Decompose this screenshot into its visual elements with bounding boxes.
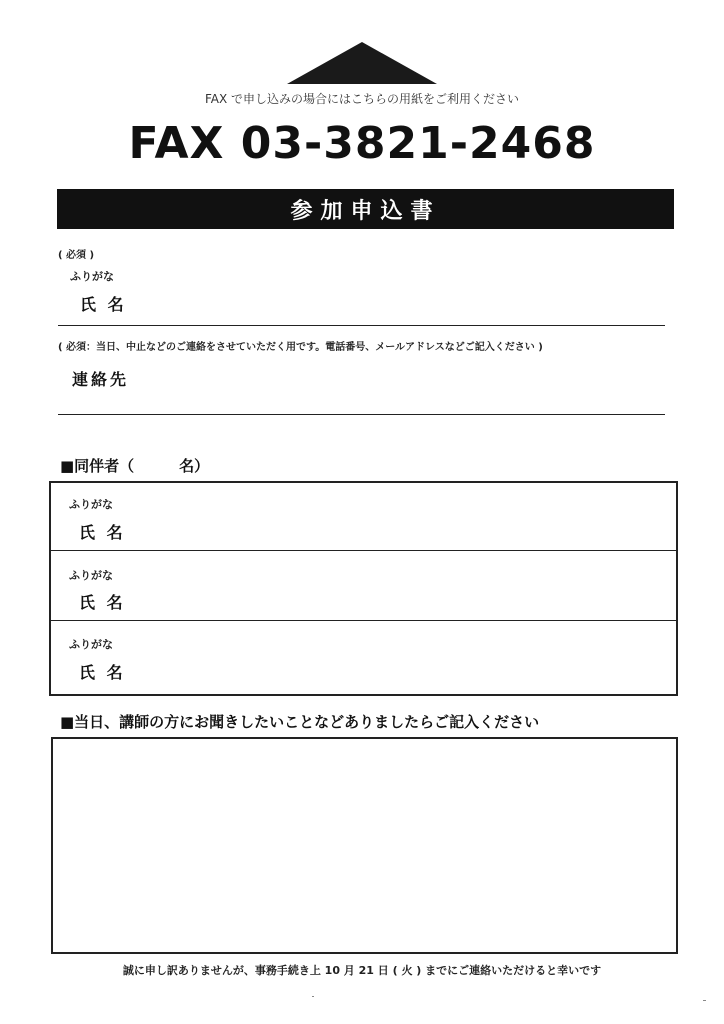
fax-instruction: FAX で申し込みの場合にはこちらの用紙をご利用ください [204,92,520,106]
contact-label: 連絡先 [72,370,130,389]
form-title-text: 参加申込書 [290,198,441,224]
companion-3-name-field[interactable] [151,629,661,687]
scan-mark [703,1000,706,1001]
applicant-name-label: 氏 名 [80,295,127,314]
questions-heading: ■当日、講師の方にお聞きしたいことなどありましたらご記入ください [60,713,540,731]
companion-1-name-label: 氏 名 [79,523,126,542]
applicant-name-field[interactable] [150,284,660,324]
questions-textarea[interactable] [51,737,678,954]
companions-heading: ■同伴者（ 名） [60,457,210,475]
contact-field[interactable] [150,360,660,412]
companions-box [49,481,678,696]
companion-divider-2 [51,620,676,621]
up-arrow-icon [287,42,437,84]
deadline-note: 誠に申し訳ありませんが、事務手続き上 10 月 21 日 ( 火 ) までにご連絡いただけると幸いです [122,964,602,977]
fax-number: FAX 03-3821-2468 [128,118,596,169]
applicant-furigana-label: ふりがな [70,270,114,283]
companion-3-furigana-label: ふりがな [69,638,113,651]
companion-divider-1 [51,550,676,551]
applicant-name-line [58,325,665,326]
companion-2-name-label: 氏 名 [79,593,126,612]
required-note: ( 必須 ) [58,250,95,261]
companion-1-name-field[interactable] [151,491,661,547]
companion-2-furigana-label: ふりがな [69,569,113,582]
contact-note: ( 必須：当日、中止などのご連絡をさせていただく用です。電話番号、メールアドレスなどご記入ください ) [58,342,543,353]
form-title [57,189,674,229]
companion-1-furigana-label: ふりがな [69,498,113,511]
companion-3-name-label: 氏 名 [79,663,126,682]
companion-2-name-field[interactable] [151,559,661,617]
contact-line [58,414,665,415]
scan-mark [312,996,314,997]
